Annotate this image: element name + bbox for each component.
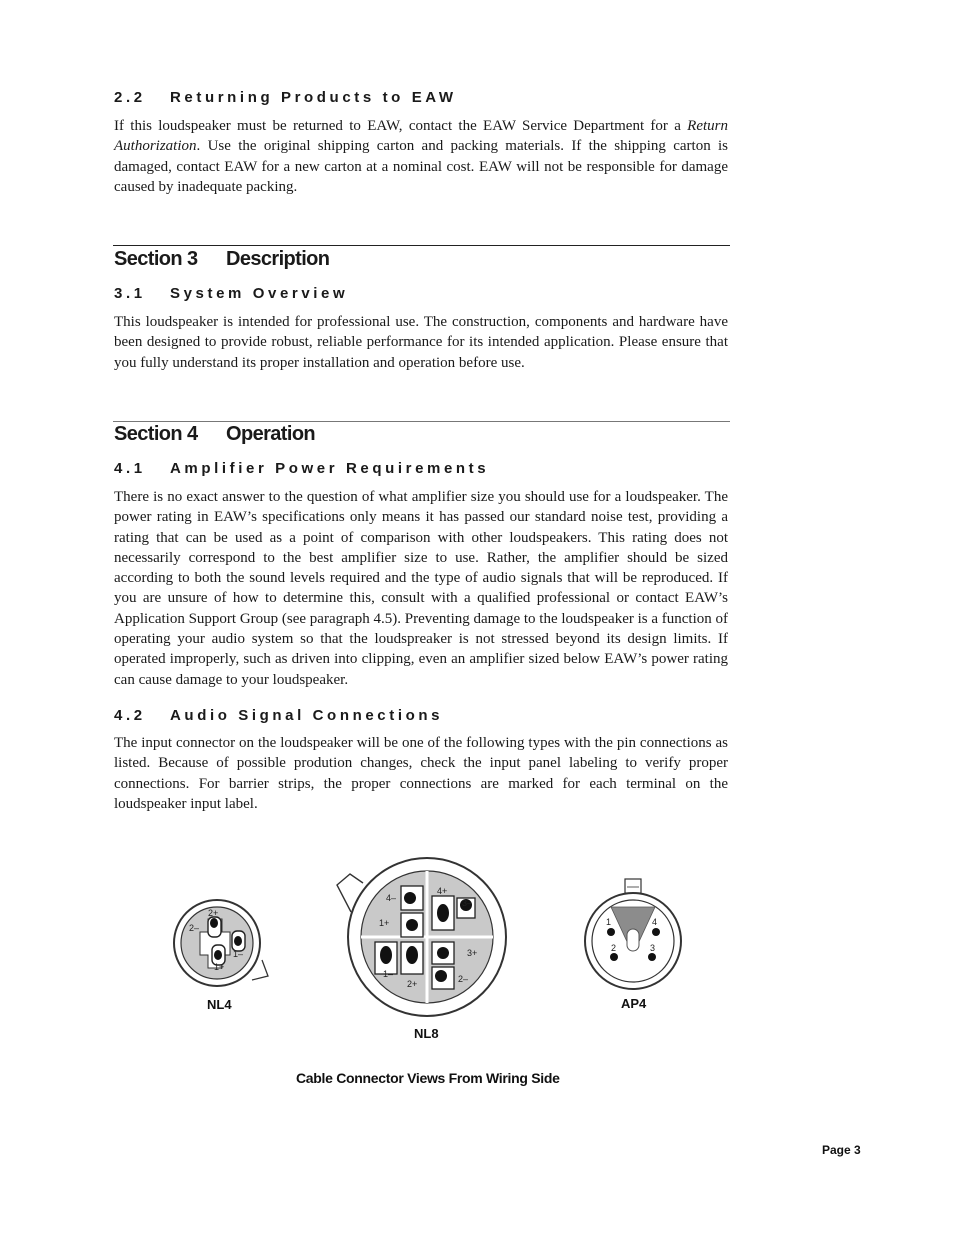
ap4-latch (625, 879, 641, 893)
page-number: Page 3 (822, 1143, 861, 1157)
nl8-pin-label: 2+ (407, 979, 418, 989)
section-heading-3 (114, 248, 329, 271)
nl8-label: NL8 (414, 1026, 439, 1041)
nl4-pin-label: 2– (189, 923, 200, 933)
nl4-pin-label: 1+ (214, 962, 225, 972)
nl4-contact-dot (214, 950, 222, 960)
nl8-pin-label: 3+ (467, 948, 478, 958)
nl8-pin-label: 1+ (379, 918, 390, 928)
nl8-pin-label: 4+ (437, 886, 448, 896)
subsection-heading-4-2 (114, 707, 443, 724)
system-overview-paragraph: This loudspeaker is intended for professional use. The construction, components and hardware have been designed to provide robust, reliable performance for its intended application. Please ensure that you fully understand its proper installation and operation before use. (114, 314, 728, 371)
subsection-title: Returning Products to EAW (170, 89, 457, 106)
section-number: Section 3 (114, 248, 198, 270)
ap4-pin (607, 928, 615, 936)
subsection-number: 3.1 (114, 285, 146, 302)
nl8-connector-diagram (337, 858, 506, 1016)
nl8-pin-label: 2– (458, 974, 469, 984)
section-divider (113, 245, 730, 246)
return-authorization-term: Return Authorization (114, 118, 728, 155)
section-divider (113, 421, 730, 422)
connector-diagrams (160, 850, 700, 1050)
section-heading-4 (114, 423, 315, 446)
paragraph-text: If this loudspeaker must be returned to EAW, contact the EAW Service Department for a (114, 118, 688, 134)
ap4-pin (652, 928, 660, 936)
ap4-pin-label: 4 (652, 917, 658, 927)
section-number: Section 4 (114, 423, 198, 445)
nl4-pin-label: 2+ (208, 908, 219, 918)
subsection-title: System Overview (170, 285, 349, 302)
subsection-title: Amplifier Power Requirements (170, 460, 490, 477)
ap4-pin (610, 953, 618, 961)
ap4-pin-label: 1 (606, 917, 612, 927)
nl8-pin-label: 1– (383, 969, 394, 979)
nl8-contact-dot (435, 970, 447, 982)
nl4-contact-dot (234, 936, 242, 946)
nl4-label: NL4 (207, 997, 232, 1012)
subsection-heading-3-1 (114, 285, 348, 302)
ap4-center-slot (627, 929, 639, 951)
subsection-heading-4-1 (114, 460, 489, 477)
section-title: Operation (226, 423, 316, 445)
subsection-number: 4.2 (114, 707, 146, 724)
ap4-pin-label: 2 (611, 943, 617, 953)
ap4-connector-diagram (585, 879, 681, 989)
nl8-pin-label: 4– (386, 893, 397, 903)
subsection-heading-2-2 (114, 89, 457, 106)
nl8-contact-dot (406, 946, 418, 964)
amplifier-power-paragraph: There is no exact answer to the question of what amplifier size you should use for a loudspeaker. The power rating in EAW’s specifications only means it has passed our standard noise test, providing a rating that can be used as a point of comparison with other loudspeakers. This rating does not necessarily correspond to the best amplifier size to use. Rather, the amplifier should be sized according to both the sound levels required and the type of audio signals that will be reproduced. If you are unsure of how to determine this, consult with a qualified professional or contact EAW’s Application Support Group (see paragraph 4.5). Preventing damage to the loudspeaker is a function of operating your audio system so that the loudspreaker is not stressed beyond its design limits. If operated improperly, such as driven into clipping, even an amplifier sized below EAW’s power rating can cause damage to your loudspeaker. (114, 489, 728, 688)
nl8-contact-dot (437, 947, 449, 959)
paragraph-text: . Use the original shipping carton and packing materials. If the shipping carton is damaged, contact EAW for a new carton at a nominal cost. EAW will not be responsible for damage caused by inadequate packing. (114, 138, 728, 195)
nl4-connector-diagram (174, 900, 268, 986)
audio-signal-paragraph: The input connector on the loudspeaker will be one of the following types with the pin connections as listed. Because of possible prodution changes, check the input panel labeling to verify proper connections. For barrier strips, the proper connections are marked for each terminal on the loudspeaker input label. (114, 735, 728, 812)
nl8-pin-label: 3– (462, 898, 473, 908)
subsection-number: 4.1 (114, 460, 146, 477)
ap4-label: AP4 (621, 996, 647, 1011)
subsection-number: 2.2 (114, 89, 146, 106)
ap4-pin (648, 953, 656, 961)
subsection-title: Audio Signal Connections (170, 707, 444, 724)
nl8-contact-dot (437, 904, 449, 922)
ap4-pin-label: 3 (650, 943, 656, 953)
nl4-contact-dot (210, 918, 218, 928)
returning-products-paragraph (114, 116, 728, 197)
nl4-pin-label: 1– (233, 949, 244, 959)
nl8-contact-dot (404, 892, 416, 904)
figure-caption: Cable Connector Views From Wiring Side (296, 1070, 560, 1086)
section-title: Description (226, 248, 330, 270)
nl8-contact-dot (380, 946, 392, 964)
nl8-contact-dot (406, 919, 418, 931)
